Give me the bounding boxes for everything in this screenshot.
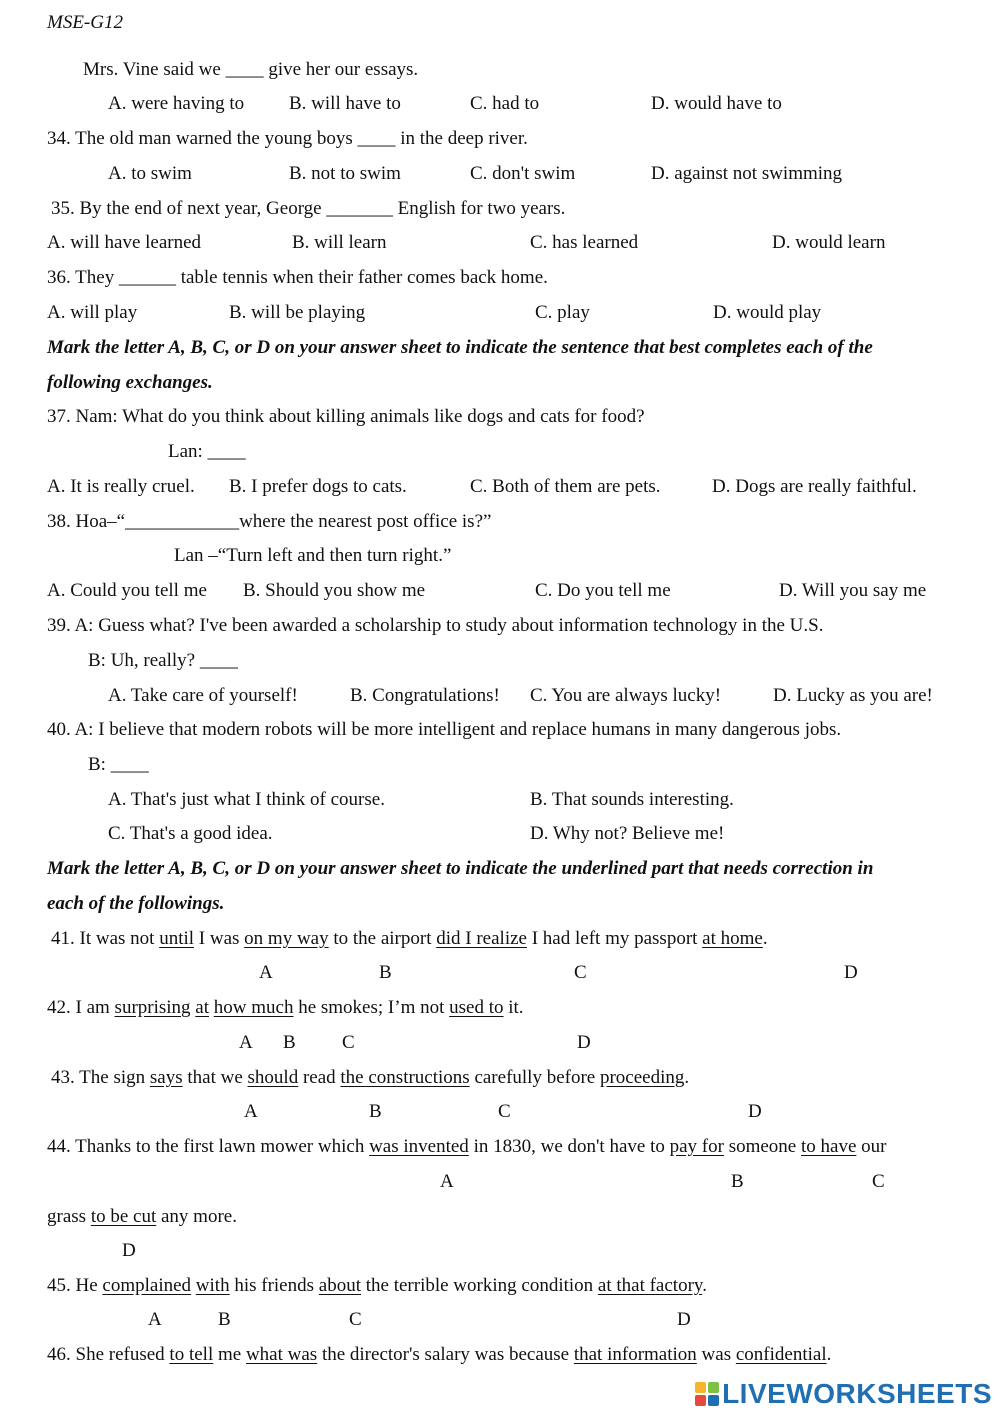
q33-option-a[interactable]: A. were having to [108,93,245,114]
q35-option-c[interactable]: C. has learned [530,232,639,253]
q45-letter-c: C [349,1309,362,1330]
q41-letter-c: C [574,962,587,983]
q40-option-a[interactable]: A. That's just what I think of course. [108,789,385,810]
q45-underline-c: about [318,1275,361,1296]
q43-letter-a: A [244,1101,258,1122]
q42-underline-b: at [195,997,210,1018]
q44-letter-b: B [731,1171,744,1192]
q37-option-d[interactable]: D. Dogs are really faithful. [712,476,917,497]
q33-stem: Mrs. Vine said we ____ give her our essays. [83,59,419,80]
q38-option-b[interactable]: B. Should you show me [243,580,426,601]
liveworksheets-logo-text: LIVEWORKSHEETS [722,1378,992,1409]
q41-underline-d: at home [702,928,763,949]
q45-underline-a: complained [102,1275,192,1296]
q43-letter-d: D [748,1101,762,1122]
q43-sentence: 43. The sign says that we should read the constructions carefully before proceeding. [51,1067,690,1088]
q43-underline-d: proceeding [599,1067,685,1088]
q46-underline-d: confidential [735,1344,827,1365]
q46-underline-c: that information [573,1344,697,1365]
q37-option-c[interactable]: C. Both of them are pets. [470,476,661,497]
q40-stem: 40. A: I believe that modern robots will be more intelligent and replace humans in many dangerous jobs. [47,719,842,740]
q42-underline-d: used to [449,997,504,1018]
q43-letter-b: B [369,1101,382,1122]
q44-underline-b: pay for [669,1136,724,1157]
q34-option-a[interactable]: A. to swim [108,163,192,184]
q42-letter-d: D [577,1032,591,1053]
q37-option-b[interactable]: B. I prefer dogs to cats. [229,476,407,497]
q35-stem: 35. By the end of next year, George _______ English for two years. [51,198,566,219]
q37-reply: Lan: ____ [168,441,246,462]
q38-option-c[interactable]: C. Do you tell me [535,580,671,601]
q35-option-a[interactable]: A. will have learned [47,232,202,253]
q44-underline-d: to be cut [90,1206,157,1227]
q38-reply: Lan –“Turn left and then turn right.” [174,545,452,566]
q40-reply: B: ____ [88,754,149,775]
q41-letter-b: B [379,962,392,983]
section-instruction-exchanges-cont: following exchanges. [47,372,213,393]
section-instruction-exchanges: Mark the letter A, B, C, or D on your answer sheet to indicate the sentence that best completes each of the [47,337,873,358]
q35-option-b[interactable]: B. will learn [292,232,387,253]
q42-underline-c: how much [213,997,294,1018]
q40-option-b[interactable]: B. That sounds interesting. [530,789,734,810]
q45-underline-b: with [195,1275,230,1296]
q40-option-d[interactable]: D. Why not? Believe me! [530,823,725,844]
q38-option-d[interactable]: D. Will you say me [779,580,927,601]
document-code: MSE-G12 [47,12,123,33]
q44-sentence: 44. Thanks to the first lawn mower which was invented in 1830, we don't have to pay for someone to have our [47,1136,887,1157]
q39-option-d[interactable]: D. Lucky as you are! [773,685,933,706]
q46-underline-b: what was [245,1344,318,1365]
q36-option-b[interactable]: B. will be playing [229,302,366,323]
q39-option-c[interactable]: C. You are always lucky! [530,685,722,706]
q43-underline-b: should [247,1067,299,1088]
q38-option-a[interactable]: A. Could you tell me [47,580,207,601]
q39-option-b[interactable]: B. Congratulations! [350,685,500,706]
liveworksheets-logo[interactable] [695,1378,992,1410]
q42-sentence: 42. I am surprising at how much he smokes; I’m not used to it. [47,997,524,1018]
q39-reply: B: Uh, really? ____ [88,650,238,671]
q44-letter-d: D [122,1240,136,1261]
q33-option-d[interactable]: D. would have to [651,93,782,114]
q37-stem: 37. Nam: What do you think about killing animals like dogs and cats for food? [47,406,645,427]
q42-underline-a: surprising [114,997,191,1018]
q45-underline-d: at that factory [597,1275,703,1296]
q42-letter-a: A [239,1032,253,1053]
q42-letter-b: B [283,1032,296,1053]
q44-letter-c: C [872,1171,885,1192]
section-instruction-correction-cont: each of the followings. [47,893,225,914]
q34-option-d[interactable]: D. against not swimming [651,163,843,184]
q43-underline-a: says [149,1067,183,1088]
q41-sentence: 41. It was not until I was on my way to the airport did I realize I had left my passport at home. [51,928,768,949]
q42-letter-c: C [342,1032,355,1053]
q45-letter-b: B [218,1309,231,1330]
q36-option-c[interactable]: C. play [535,302,590,323]
q36-option-a[interactable]: A. will play [47,302,138,323]
q41-underline-a: until [159,928,195,949]
q44-underline-a: was invented [369,1136,469,1157]
q35-option-d[interactable]: D. would learn [772,232,886,253]
q44-underline-c: to have [800,1136,857,1157]
section-instruction-correction: Mark the letter A, B, C, or D on your answer sheet to indicate the underlined part that needs correction in [47,858,874,879]
q33-option-c[interactable]: C. had to [470,93,540,114]
q44-letter-a: A [440,1171,454,1192]
q46-sentence: 46. She refused to tell me what was the director's salary was because that information was confidential. [47,1344,832,1365]
q34-stem: 34. The old man warned the young boys ____ in the deep river. [47,128,528,149]
q45-sentence: 45. He complained with his friends about the terrible working condition at that factory. [47,1275,707,1296]
q46-underline-a: to tell [169,1344,214,1365]
q36-option-d[interactable]: D. would play [713,302,822,323]
q34-option-c[interactable]: C. don't swim [470,163,576,184]
q43-letter-c: C [498,1101,511,1122]
q43-underline-c: the constructions [340,1067,470,1088]
q41-underline-b: on my way [244,928,329,949]
q41-underline-c: did I realize [436,928,527,949]
q45-letter-d: D [677,1309,691,1330]
liveworksheets-logo-icon [695,1382,719,1406]
q41-letter-d: D [844,962,858,983]
q33-option-b[interactable]: B. will have to [289,93,401,114]
q45-letter-a: A [148,1309,162,1330]
q41-letter-a: A [259,962,273,983]
q44-sentence-cont: grass to be cut any more. [47,1206,237,1227]
q39-stem: 39. A: Guess what? I've been awarded a scholarship to study about information technology in the U.S. [47,615,824,636]
q34-option-b[interactable]: B. not to swim [289,163,401,184]
q39-option-a[interactable]: A. Take care of yourself! [108,685,298,706]
q36-stem: 36. They ______ table tennis when their father comes back home. [47,267,548,288]
q40-option-c[interactable]: C. That's a good idea. [108,823,273,844]
q38-stem: 38. Hoa–“____________where the nearest post office is?” [47,511,492,532]
q37-option-a[interactable]: A. It is really cruel. [47,476,195,497]
